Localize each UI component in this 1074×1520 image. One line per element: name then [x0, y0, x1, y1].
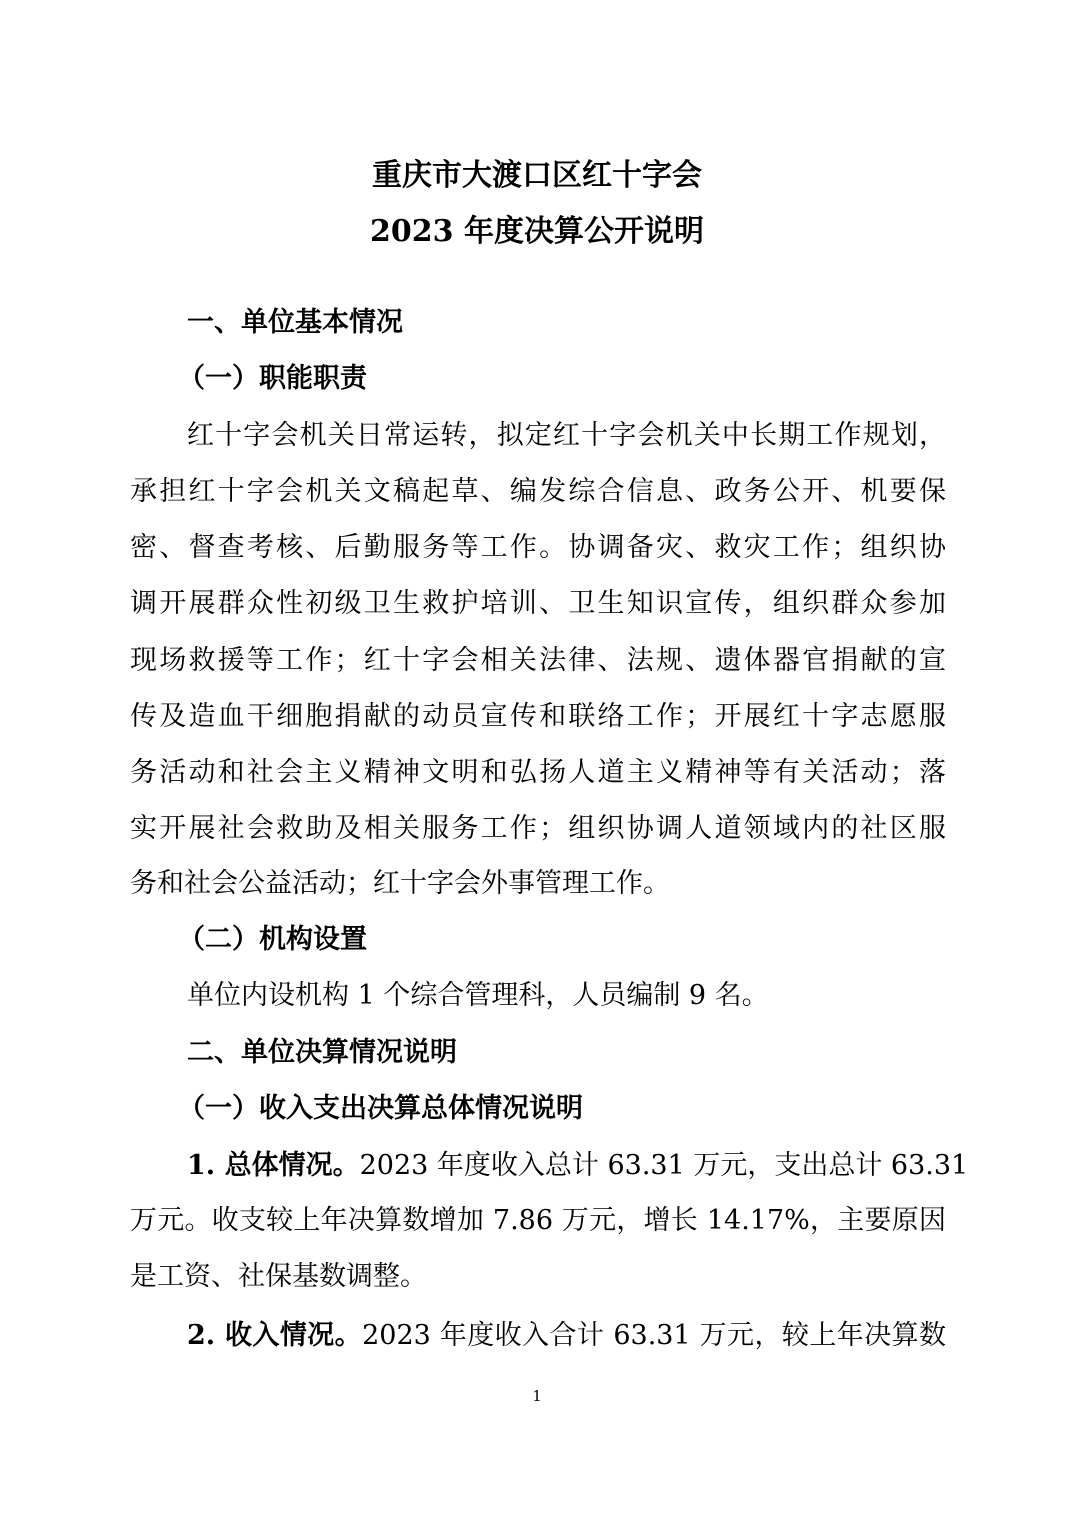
paragraph-line: 密、督查考核、后勤服务等工作。协调备灾、救灾工作；组织协 [130, 532, 946, 563]
item-1-label: 1. 总体情况。 [187, 1150, 360, 1181]
section-1-sub-1-heading: （一）职能职责 [178, 363, 367, 394]
paragraph-line: 万元。收支较上年决算数增加 7.86 万元，增长 14.17%，主要原因 [130, 1205, 946, 1236]
document-title-line-1: 重庆市大渡口区红十字会 [372, 158, 702, 193]
section-2-sub-1-heading: （一）收入支出决算总体情况说明 [178, 1093, 583, 1124]
paragraph-line: 务活动和社会主义精神文明和弘扬人道主义精神等有关活动；落 [130, 757, 946, 788]
paragraph-line [187, 1318, 946, 1354]
paragraph-line: 单位内设机构 1 个综合管理科，人员编制 9 名。 [187, 980, 769, 1011]
section-1-heading: 一、单位基本情况 [187, 307, 403, 338]
item-1-text: 2023 年度收入总计 63.31 万元，支出总计 63.31 [359, 1150, 969, 1181]
item-2-text: 2023 年度收入合计 63.31 万元，较上年决算数 [362, 1320, 946, 1351]
paragraph-line: 传及造血干细胞捐献的动员宣传和联络工作；开展红十字志愿服 [130, 701, 946, 732]
document-title-line-2: 2023 年度决算公开说明 [370, 214, 704, 249]
page-number: 1 [532, 1387, 542, 1405]
paragraph-line [187, 1148, 969, 1184]
paragraph-line: 红十字会机关日常运转，拟定红十字会机关中长期工作规划， [187, 420, 946, 451]
paragraph-line: 务和社会公益活动；红十字会外事管理工作。 [130, 868, 670, 899]
paragraph-line: 承担红十字会机关文稿起草、编发综合信息、政务公开、机要保 [130, 476, 946, 507]
paragraph-line: 是工资、社保基数调整。 [130, 1261, 427, 1292]
section-2-heading: 二、单位决算情况说明 [187, 1037, 457, 1068]
paragraph-line: 调开展群众性初级卫生救护培训、卫生知识宣传，组织群众参加 [130, 588, 946, 619]
paragraph-line: 实开展社会救助及相关服务工作；组织协调人道领域内的社区服 [130, 813, 946, 844]
section-1-sub-2-heading: （二）机构设置 [178, 924, 367, 955]
item-2-label: 2. 收入情况。 [187, 1320, 363, 1351]
paragraph-line: 现场救援等工作；红十字会相关法律、法规、遗体器官捐献的宣 [130, 645, 946, 676]
